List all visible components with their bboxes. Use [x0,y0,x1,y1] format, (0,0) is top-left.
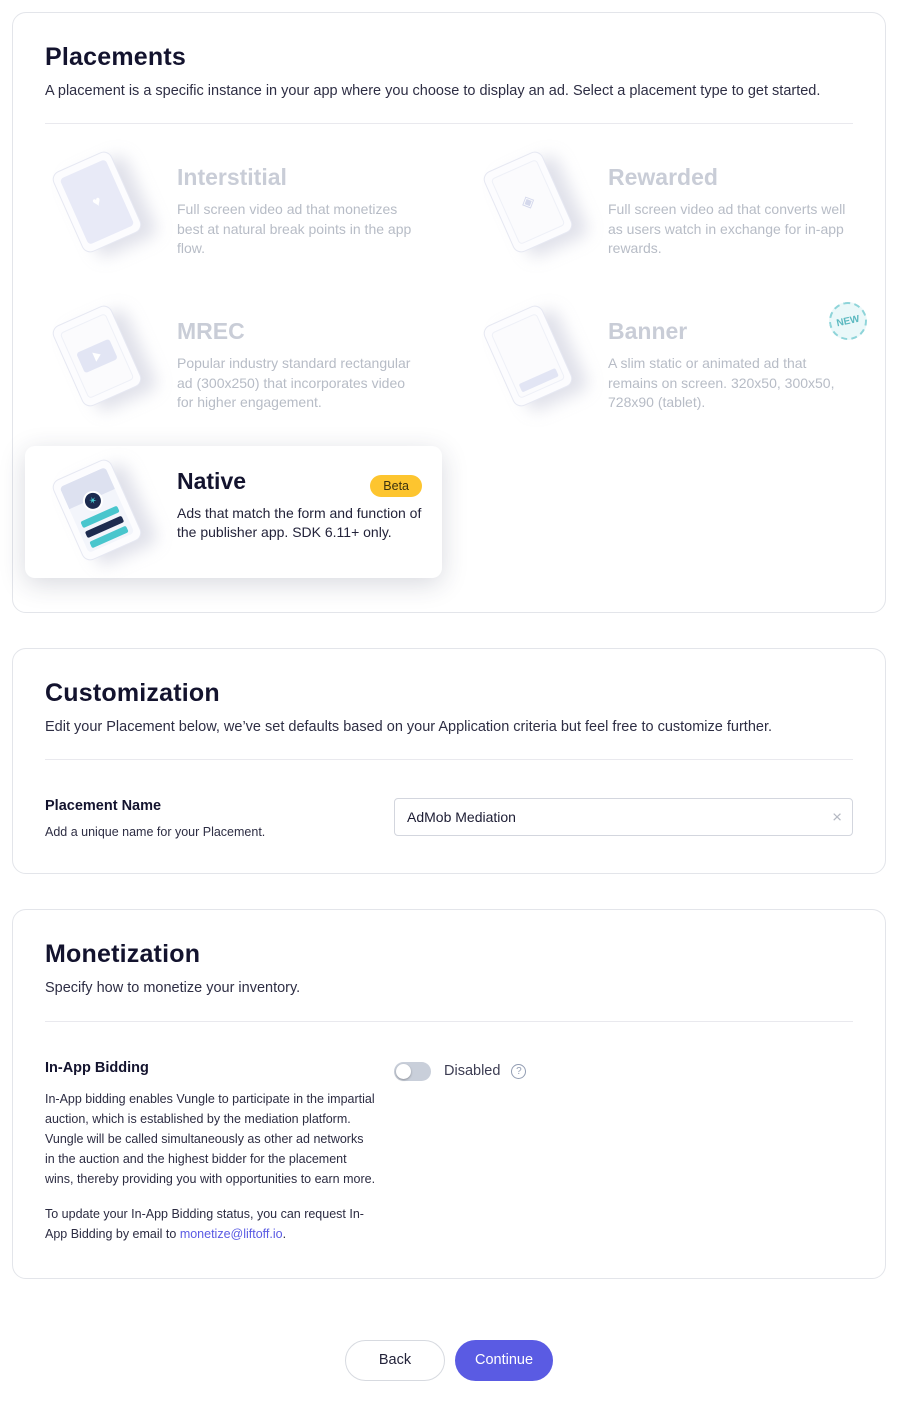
placement-description: Full screen video ad that monetizes best at natural break points in the app flow. [177,201,412,256]
placement-name-input[interactable] [394,798,853,836]
placement-option-mrec[interactable] [25,292,442,430]
toggle-knob [396,1064,411,1079]
footer-actions [12,1314,886,1411]
customization-card [12,648,886,874]
placement-name-label: Placement Name [45,798,162,815]
placement-name: Rewarded [608,164,718,191]
request-note-text: To update your In-App Bidding status, you can request In-App Bidding by email to [45,1206,364,1241]
placement-description: Popular industry standard rectangular ad (300x250) that incorporates video for higher engagement. [177,355,411,410]
phone-screen [60,159,135,245]
divider [45,123,853,124]
placement-text [177,310,422,412]
placement-name: MREC [177,318,245,345]
placement-description: Full screen video ad that converts well as users watch in exchange for in-app rewards. [608,201,846,256]
placement-description: A slim static or animated ad that remains on screen. 320x50, 300x50, 728x90 (tablet). [608,355,835,410]
placement-option-banner[interactable] [456,292,873,430]
monetize-email-link[interactable]: monetize@liftoff.io [179,1226,283,1241]
divider [45,1021,853,1022]
continue-button[interactable]: Continue [455,1340,553,1381]
phone-graphic [481,149,575,255]
placements-title: Placements [45,43,186,71]
monetization-subtitle: Specify how to monetize your inventory. [45,980,301,997]
placement-description: Ads that match the form and function of the publisher app. SDK 6.11+ only. [177,505,422,541]
new-badge: NEW [825,299,870,344]
placement-text [608,310,853,412]
in-app-bidding-row [45,1060,853,1244]
placement-option-rewarded[interactable] [456,138,873,276]
placement-name-input-wrap [394,798,853,836]
mrec-phone-icon [45,310,163,406]
in-app-bidding-description: In-App bidding enables Vungle to participate in the impartial auction, which is established by the mediation platform. Vungle will be called simultaneously as other ad networks in the auction and the highest bidder for the placement wins, thereby providing you with opportunities to earn more. [45,1091,376,1186]
in-app-bidding-control [394,1062,853,1081]
placement-option-interstitial[interactable] [25,138,442,276]
phone-screen [491,313,566,399]
beta-badge: Beta [370,475,422,497]
divider [45,759,853,760]
native-ad-logo: ✶ [80,488,106,514]
clear-input-icon[interactable]: × [832,807,842,827]
phone-graphic [481,303,575,409]
native-phone-icon [45,464,163,560]
phone-screen [60,313,135,399]
phone-graphic [50,303,144,409]
monetization-title: Monetization [45,940,201,969]
banner-ad-bar [519,368,559,392]
customization-subtitle: Edit your Placement below, we’ve set defaults based on your Application criteria but feel free to customize further. [45,719,773,736]
request-note-suffix: . [282,1226,287,1241]
in-app-bidding-text-block [45,1060,394,1244]
placement-name-row [45,798,853,839]
placement-option-native[interactable] [25,446,442,578]
in-app-bidding-request-note [45,1204,394,1244]
placement-name-helper: Add a unique name for your Placement. [45,825,266,840]
placement-name: Interstitial [177,164,287,191]
phone-graphic [50,457,144,563]
placement-text [608,156,853,258]
in-app-bidding-label: In-App Bidding [45,1059,149,1076]
in-app-bidding-status: Disabled [444,1063,501,1080]
phone-graphic [50,149,144,255]
placement-name: Native [177,468,247,495]
phone-screen [491,159,566,245]
banner-phone-icon [476,310,594,406]
monetization-card [12,909,886,1278]
placement-text [177,464,422,543]
placement-text [177,156,422,258]
placements-subtitle: A placement is a specific instance in your app where you choose to display an ad. Select a placement type to get started. [45,83,821,99]
mrec-ad-box [76,339,118,374]
help-icon[interactable]: ? [511,1064,526,1079]
rewarded-phone-icon [476,156,594,252]
interstitial-phone-icon [45,156,163,252]
phone-screen [60,467,135,553]
placement-name: Banner [608,318,688,345]
placements-card [12,12,886,613]
placement-type-grid [25,138,873,578]
placement-name-label-block [45,798,394,839]
in-app-bidding-toggle[interactable] [394,1062,431,1081]
placement-name-row [177,464,422,504]
back-button[interactable]: Back [345,1340,445,1381]
customization-title: Customization [45,679,220,708]
